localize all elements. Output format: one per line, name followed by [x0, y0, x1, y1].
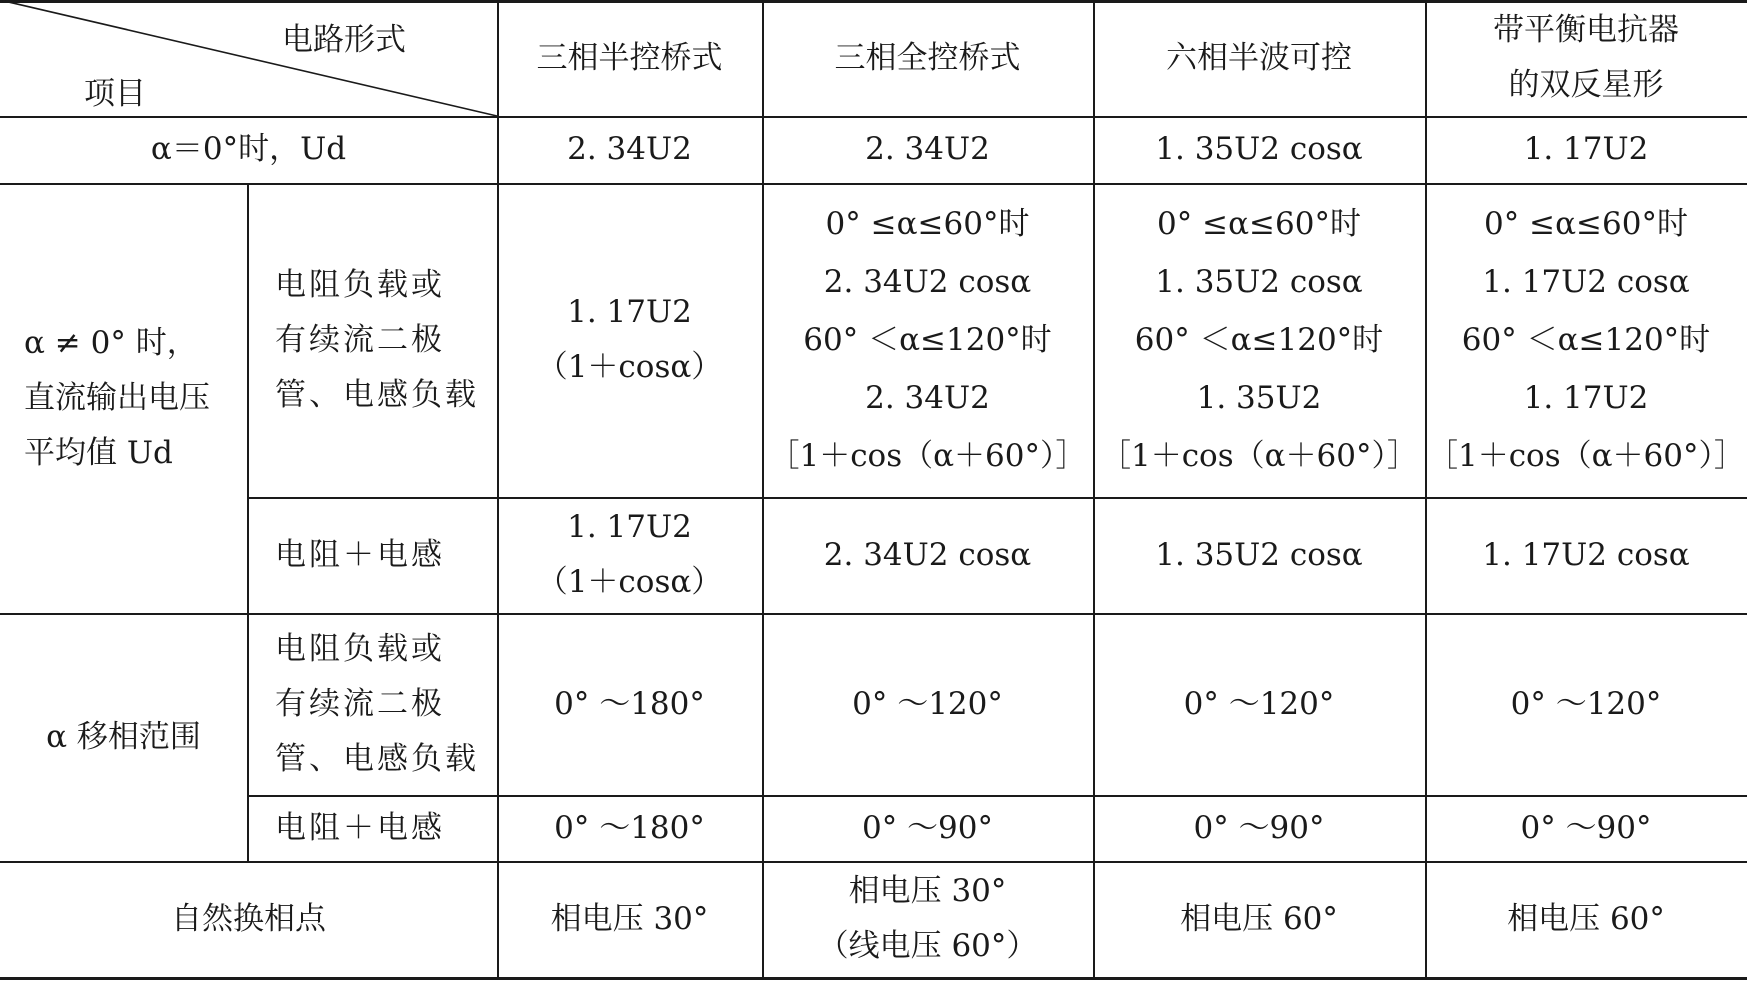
- sub-label: 电阻＋电感: [275, 809, 445, 846]
- corner-bottom-label: 项目: [84, 76, 146, 112]
- table-cell: 0° ～90°: [1193, 809, 1325, 846]
- table-cell: 0° ～180°: [554, 809, 705, 846]
- header-corner: [0, 0, 497, 116]
- table-cell: 0° ～180°: [554, 685, 705, 722]
- table-cell: 0° ≤α≤60°时 1. 35U2 cosα 60° ＜α≤120°时 1. 35U2 ［1＋cos（α＋60°）］: [1099, 206, 1419, 474]
- table-cell: 2. 34U2: [865, 131, 990, 167]
- table-cell: 1. 17U2 （1＋cosα）: [536, 294, 723, 385]
- row-label: α＝0°时，Ud: [150, 131, 347, 167]
- table-cell: 1. 17U2 （1＋cosα）: [536, 509, 723, 600]
- table-cell: 2. 34U2 cosα: [823, 536, 1032, 573]
- table-cell: 0° ≤α≤60°时 1. 17U2 cosα 60° ＜α≤120°时 1. 17U2 ［1＋cos（α＋60°）］: [1426, 206, 1746, 474]
- row-label: 自然换相点: [171, 900, 326, 937]
- table-cell: 0° ～120°: [1183, 685, 1335, 722]
- bottom-rule: [0, 977, 1747, 980]
- table-cell: 2. 34U2: [567, 131, 692, 167]
- table-cell: 相电压 30° （线电压 60°）: [817, 873, 1038, 964]
- corner-top-label: 电路形式: [282, 22, 406, 58]
- table-cell: 相电压 30°: [550, 900, 709, 937]
- table-cell: 0° ～90°: [1520, 809, 1652, 846]
- group-label-ud: α ≠ 0° 时， 直流输出电压 平均值 Ud: [24, 324, 210, 471]
- column-header: 六相半波可控: [1166, 39, 1352, 76]
- table-cell: 相电压 60°: [1180, 900, 1338, 937]
- table-cell: 0° ～120°: [1510, 685, 1662, 722]
- sub-label: 电阻＋电感: [275, 536, 445, 573]
- table-cell: 0° ～90°: [861, 809, 994, 846]
- table-cell: 相电压 60°: [1507, 900, 1665, 937]
- column-header: 三相半控桥式: [536, 39, 723, 76]
- table-cell: 1. 17U2 cosα: [1482, 536, 1690, 573]
- table-cell: 0° ≤α≤60°时 2. 34U2 cosα 60° ＜α≤120°时 2. 34U2 ［1＋cos（α＋60°）］: [768, 206, 1087, 474]
- sub-label: 电阻负载或 有续流二极 管、电感负载: [275, 630, 479, 777]
- table-cell: 1. 35U2 cosα: [1155, 131, 1363, 167]
- sub-label: 电阻负载或 有续流二极 管、电感负载: [275, 266, 479, 413]
- table-cell: 1. 35U2 cosα: [1155, 536, 1363, 573]
- column-header: 带平衡电抗器 的双反星形: [1493, 12, 1679, 103]
- table-cell: 1. 17U2: [1523, 131, 1649, 167]
- column-header: 三相全控桥式: [834, 39, 1021, 76]
- table-cell: 0° ～120°: [852, 685, 1003, 722]
- group-label-range: α 移相范围: [46, 718, 201, 755]
